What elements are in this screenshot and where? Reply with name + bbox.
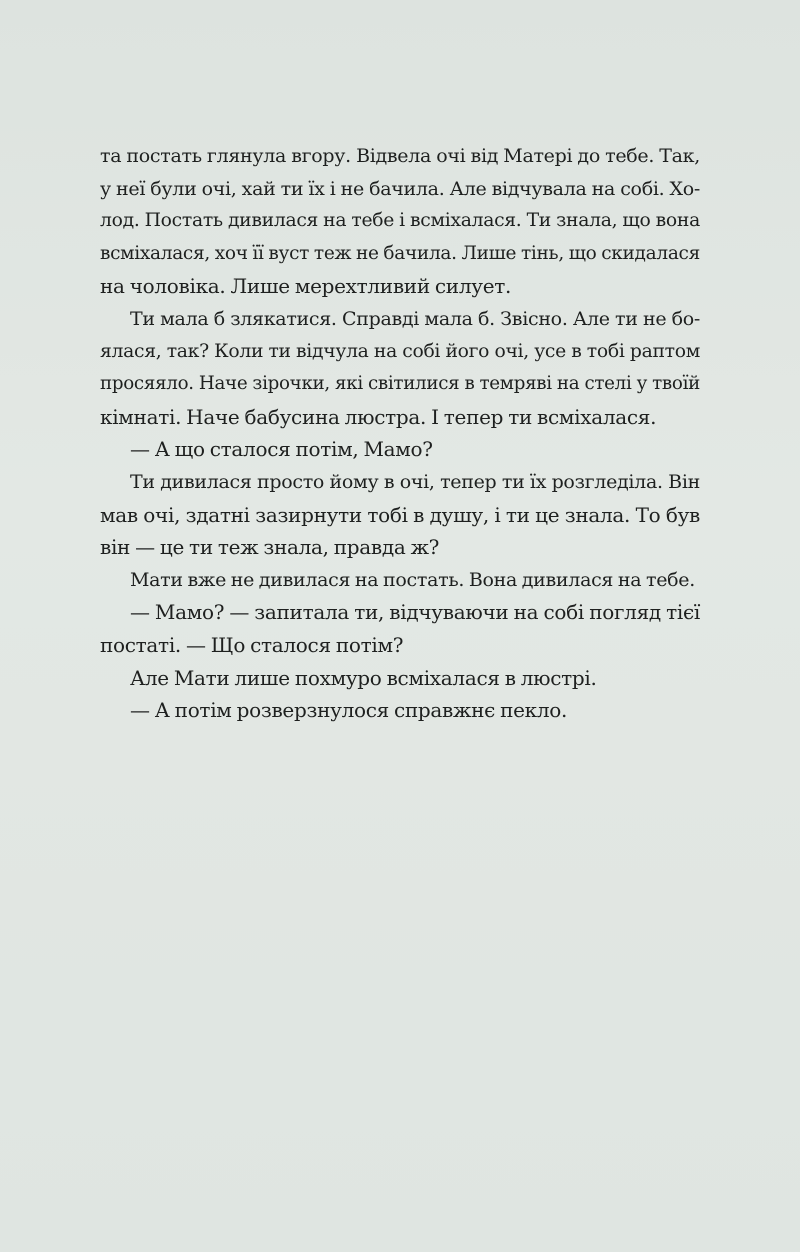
text-line: Ти мала б злякатися. Справді мала б. Звісно. Але ти не бо-: [130, 307, 700, 330]
text-line: він — це ти теж знала, правда ж?: [100, 535, 440, 560]
text-line: Мати вже не дивилася на постать. Вона дивилася на тебе.: [130, 568, 695, 591]
text-line: ялася, так? Коли ти відчула на собі його очі, усе в тобі раптом: [100, 340, 700, 362]
text-line: Ти дивилася просто йому в очі, тепер ти їх розгледіла. Він: [130, 470, 700, 493]
text-line: — А потім розверзнулося справжнє пекло.: [130, 698, 568, 723]
page-text: [100, 140, 700, 727]
text-line: Але Мати лише похмуро всміхалася в люстрі.: [130, 665, 597, 690]
text-line: та постать глянула вгору. Відвела очі від Матері до тебе. Так,: [100, 145, 700, 167]
text-line: — А що сталося потім, Мамо?: [130, 437, 433, 462]
text-line: просяяло. Наче зірочки, які світилися в темряві на стелі у твоїй: [100, 373, 700, 395]
text-line: кімнаті. Наче бабусина люстра. І тепер ти всміхалася.: [100, 404, 657, 429]
text-line: всміхалася, хоч її вуст теж не бачила. Лише тінь, що скидалася: [100, 242, 700, 264]
text-line: мав очі, здатні зазирнути тобі в душу, і ти це знала. То був: [100, 502, 700, 527]
text-line: на чоловіка. Лише мерехтливий силует.: [100, 274, 512, 299]
text-line: — Мамо? — запитала ти, відчуваючи на собі погляд тієї: [130, 600, 700, 625]
text-line: постаті. — Що сталося потім?: [100, 632, 404, 657]
text-line: у неї були очі, хай ти їх і не бачила. Але відчувала на собі. Хо-: [100, 177, 700, 200]
text-line: лод. Постать дивилася на тебе і всміхалася. Ти знала, що вона: [100, 210, 700, 232]
